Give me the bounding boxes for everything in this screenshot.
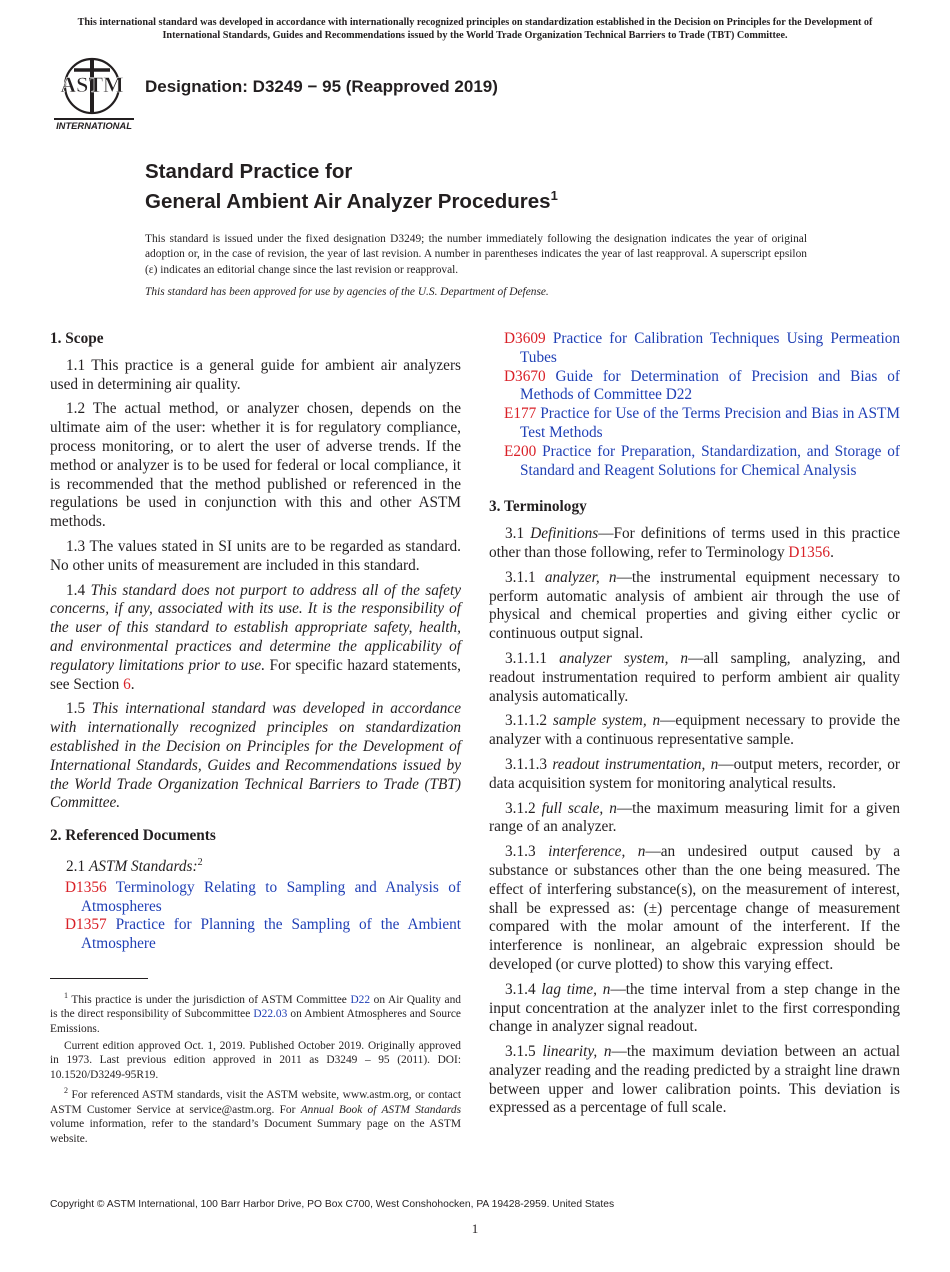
document-title bbox=[145, 160, 558, 214]
def-3-1-2: 3.1.2 full scale, n—the maximum measuring limit for a given range of an analyzer. bbox=[489, 799, 900, 836]
ref-code[interactable]: E177 bbox=[504, 405, 537, 423]
ref-d3609[interactable] bbox=[489, 330, 900, 368]
section-2-heading: 2. Referenced Documents bbox=[50, 827, 216, 845]
def-3-1-1-2: 3.1.1.2 sample system, n—equipment necessary to provide the analyzer with a continuous representative sample. bbox=[489, 712, 900, 749]
ref-title[interactable]: Practice for Calibration Techniques Using Permeation Tubes bbox=[520, 330, 901, 366]
astm-logo bbox=[52, 56, 136, 132]
ref-d1356[interactable] bbox=[50, 879, 461, 917]
footnote-2: $^2$ For referenced ASTM standards, visit the ASTM website, www.astm.org, or contact ASTM Customer Service at service@astm.org. For Annual Book of ASTM Standards volume information, refer to the standard’s Document Summary page on the ASTM website. bbox=[50, 1086, 462, 1145]
ref-title[interactable]: Practice for Preparation, Standardization, and Storage of Standard and Reagent Solutions for Chemical Analysis bbox=[520, 442, 900, 479]
def-3-1-4: 3.1.4 lag time, n—the time interval from a step change in the input concentration at the analyzer inlet to the first corresponding change in analyzer signal readout. bbox=[489, 980, 900, 1036]
title-line-1: Standard Practice for bbox=[145, 160, 353, 183]
left-column bbox=[50, 330, 461, 954]
ref-title[interactable]: Terminology Relating to Sampling and Analysis of Atmospheres bbox=[81, 878, 461, 915]
para-1-5: 1.5 This international standard was developed in accordance with internationally recognized principles on standardization established in the Decision on Principles for the Development of International Standards, Guides and Recommendations issued by the World Trade Organization Technical Barriers to Trade (TBT) Committee. bbox=[50, 700, 461, 812]
ref-title[interactable]: Guide for Determination of Precision and Bias of Methods of Committee D22 bbox=[520, 367, 900, 404]
footnotes bbox=[50, 989, 461, 1149]
ref-d3670[interactable] bbox=[489, 368, 900, 406]
dod-statement: This standard has been approved for use by agencies of the U.S. Department of Defense. bbox=[145, 286, 549, 298]
title-footnote-mark[interactable]: 1 bbox=[550, 188, 558, 203]
ref-d1357[interactable] bbox=[50, 916, 461, 954]
section-3-heading: 3. Terminology bbox=[489, 498, 587, 516]
def-3-1-1-1: 3.1.1.1 analyzer system, n—all sampling, analyzing, and readout instrumentation required to perform ambient air quality analysis automatically. bbox=[489, 649, 901, 705]
para-2-1: 2.1 ASTM Standards:$^2$ bbox=[66, 856, 203, 876]
subcommittee-d22-03-link[interactable]: D22.03 bbox=[253, 1008, 288, 1021]
para-1-2: 1.2 The actual method, or analyzer chosen, depends on the ultimate aim of the user: whether it is for regulatory compliance, process monitoring, or to alert the user of adverse trends. If the method or analyzer is to be used for federal or local compliance, it is recommended that the method published or referenced in the regulations be used in conjunction with this and other ASTM methods. bbox=[50, 400, 461, 531]
section-1-heading: 1. Scope bbox=[50, 330, 104, 347]
ref-code[interactable]: D1356 bbox=[65, 878, 107, 896]
def-3-1-3: 3.1.3 interference, n—an undesired output caused by a substance or substances other than the one being measured. The effect of interfering substance(s), on the measurement of interest, shall be expressed as: (±) percentage change of measurement compared with the molar amount of the interferent. If the interference is nonlinear, an algebraic expression should be developed (or curve plotted) to show this varying effect. bbox=[489, 843, 900, 973]
ref-code[interactable]: D3609 bbox=[504, 330, 546, 347]
ref-e177[interactable] bbox=[489, 405, 900, 443]
para-1-1: 1.1 This practice is a general guide for ambient air analyzers used in determining air quality. bbox=[50, 356, 461, 393]
def-3-1-1-3: 3.1.1.3 readout instrumentation, n—output meters, recorder, or data acquisition system for monitoring analytical results. bbox=[489, 755, 900, 792]
ref-e200[interactable] bbox=[489, 443, 900, 481]
footnote-1-edition: Current edition approved Oct. 1, 2019. Published October 2019. Originally approved in 1973. Last previous edition approved in 2011 as D3249 – 95 (2011). DOI: 10.1520/D3249-95R19. bbox=[50, 1039, 461, 1081]
page-number: 1 bbox=[471, 1221, 479, 1236]
ref-code[interactable]: D1357 bbox=[65, 916, 107, 934]
svg-text:ASTM: ASTM bbox=[60, 72, 124, 97]
title-line-2: General Ambient Air Analyzer Procedures$^1$ bbox=[145, 188, 558, 213]
ref-code[interactable]: D3670 bbox=[504, 367, 546, 385]
def-3-1-5: 3.1.5 linearity, n—the maximum deviation between an actual analyzer reading and the reading predicted by a straight line drawn between upper and lower calibration points. This deviation is expressed as a percentage of full scale. bbox=[489, 1043, 900, 1117]
para-1-3: 1.3 The values stated in SI units are to be regarded as standard. No other units of measurement are included in this standard. bbox=[50, 537, 461, 574]
ref-title[interactable]: Practice for Planning the Sampling of the Ambient Atmosphere bbox=[81, 916, 462, 953]
para-3-1: 3.1 Definitions—For definitions of terms used in this practice other than those following, refer to Terminology D1356. bbox=[489, 525, 900, 561]
footnote-1: $^1$ This practice is under the jurisdiction of ASTM Committee D22 on Air Quality and is the direct responsibility of Subcommittee D22.03 on Ambient Atmospheres and Source Emissions. bbox=[50, 991, 461, 1035]
svg-text:INTERNATIONAL: INTERNATIONAL bbox=[56, 120, 132, 131]
section-6-link[interactable]: 6 bbox=[123, 675, 131, 693]
copyright-notice: Copyright © ASTM International, 100 Barr Harbor Drive, PO Box C700, West Conshohocken, PA 19428-2959. United States bbox=[50, 1199, 615, 1210]
right-column bbox=[489, 330, 900, 1124]
para-1-4: 1.4 This standard does not purport to address all of the safety concerns, if any, associated with its use. It is the responsibility of the user of this standard to establish appropriate safety, health, and environmental practices and determine the applicability of regulatory limitations prior to use. For specific hazard statements, see Section 6. bbox=[50, 581, 461, 693]
tbt-notice: This international standard was developed in accordance with internationally recognized principles on standardization established in the Decision on Principles for the Development of International Standards, Guides and Recommendations issued by the World Trade Organization Technical Barriers to Trade (TBT) Committee. bbox=[77, 17, 873, 41]
footnote-2-mark[interactable]: 2 bbox=[197, 856, 203, 868]
ref-title[interactable]: Practice for Use of the Terms Precision and Bias in ASTM Test Methods bbox=[520, 405, 901, 441]
ref-code[interactable]: E200 bbox=[504, 442, 537, 460]
committee-d22-link[interactable]: D22 bbox=[350, 993, 371, 1006]
astm-logo-icon bbox=[52, 56, 136, 132]
issued-statement: This standard is issued under the fixed designation D3249; the number immediately following the designation indicates the year of original adoption or, in the case of revision, the year of last revision. A number in parentheses indicates the year of last reapproval. A superscript epsilon (ε) indicates an editorial change since the last revision or reapproval. bbox=[145, 233, 807, 276]
d1356-link[interactable]: D1356 bbox=[788, 543, 831, 561]
def-3-1-1: 3.1.1 analyzer, n—the instrumental equipment necessary to perform automatic analysis of ambient air through the use of physical and chemical properties and giving either cyclic or continuous output signal. bbox=[489, 568, 900, 643]
footnote-divider bbox=[50, 978, 148, 979]
designation: Designation: D3249 − 95 (Reapproved 2019) bbox=[145, 77, 498, 96]
